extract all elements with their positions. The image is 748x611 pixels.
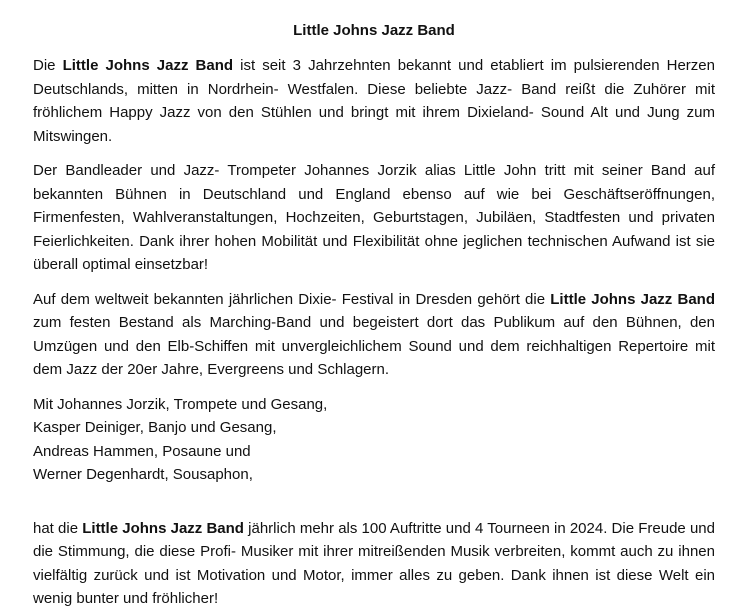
member-line: Werner Degenhardt, Sousaphon, [33, 466, 253, 483]
page-title: Little Johns Jazz Band [293, 22, 455, 39]
band-name-bold: Little Johns Jazz Band [62, 57, 234, 74]
paragraph-festival-post: zum festen Bestand als Marching-Band und begeistert dort das Publikum auf den Bühnen, den Umzügen und den Elb-Schiffen mit unvergleichlichem Sound und dem reichhaltigen Repertoire mit dem Jazz der 20er Jahre, Evergreens und Schlagern. [33, 314, 715, 378]
member-line: Andreas Hammen, Posaune und [33, 442, 251, 460]
band-name-bold: Little Johns Jazz Band [82, 519, 244, 537]
paragraph-intro-pre: Die [33, 57, 63, 74]
paragraph-closing-pre: hat die [33, 519, 83, 537]
paragraph-festival [33, 288, 715, 382]
member-line: Mit Johannes Jorzik, Trompete und Gesang, [33, 395, 328, 413]
member-line: Kasper Deiniger, Banjo und Gesang, [33, 419, 277, 436]
paragraph-bandleader: Der Bandleader und Jazz- Trompeter Johannes Jorzik alias Little John tritt mit seiner Band auf bekannten Bühnen in Deutschland und England ebenso auf wie bei Geschäftseröffnungen, Firmenfesten, Wahlveranstaltungen, Hochzeiten, Geburtstagen, Jubiläen, Stadtfesten und privaten Feierlichkeiten. Dank ihrer hohen Mobilität und Flexibilität ohne jeglichen technischen Aufwand ist sie überall optimal einsetzbar! [33, 162, 715, 273]
band-name-bold: Little Johns Jazz Band [550, 290, 715, 308]
member-list [33, 393, 715, 487]
paragraph-closing-post: jährlich mehr als 100 Auftritte und 4 Tourneen in 2024. Die Freude und die Stimmung, die diese Profi- Musiker mit ihrer mitreißenden Musik verbreiten, kommt auch zu ihnen vielfältig zurück und ist Motivation und Motor, immer alles zu geben. Dank ihnen ist diese Welt ein wenig bunter und fröhlicher! [33, 519, 715, 607]
paragraph-closing [33, 517, 715, 611]
paragraph-intro [33, 54, 715, 148]
paragraph-intro-post: ist seit 3 Jahrzehnten bekannt und etabliert im pulsierenden Herzen Deutschlands, mitten in Nordrhein- Westfalen. Diese beliebte Jazz- Band reißt die Zuhörer mit fröhlichem Happy Jazz von den Stühlen und bringt mit ihrem Dixieland- Sound Alt und Jung zum Mitswingen. [33, 57, 715, 145]
paragraph-festival-pre: Auf dem weltweit bekannten jährlichen Dixie- Festival in Dresden gehört die [33, 290, 551, 308]
